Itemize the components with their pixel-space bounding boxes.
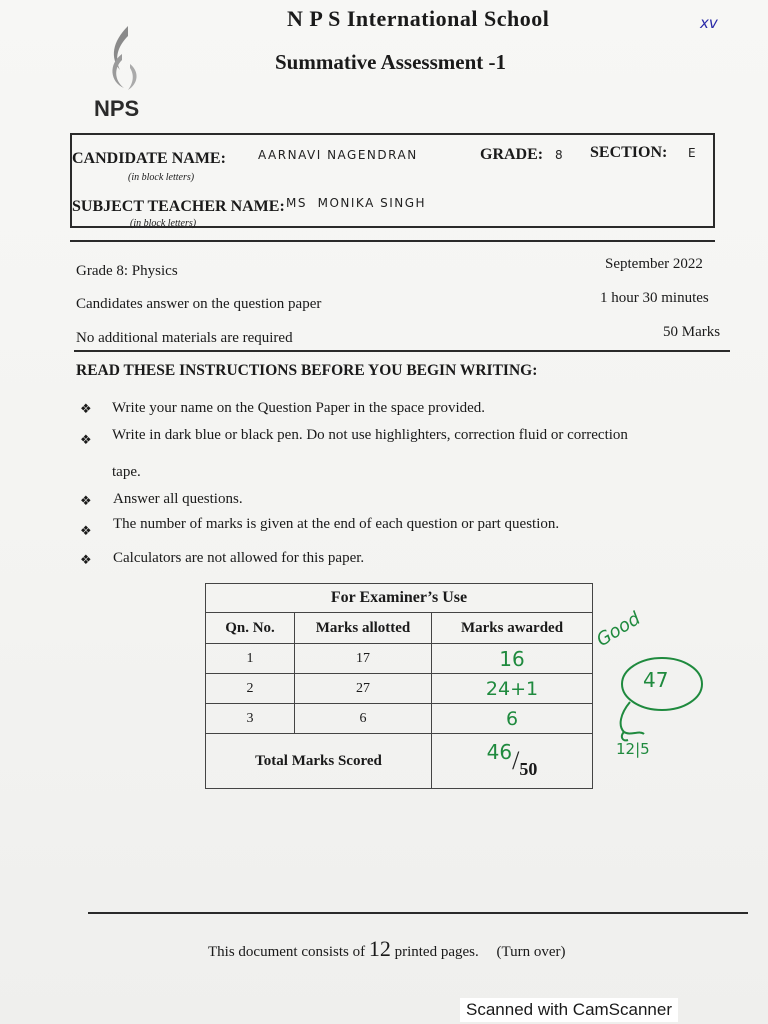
qn-cell: 2 xyxy=(206,674,295,704)
bullet-icon: ❖ xyxy=(80,494,92,509)
grade-value: 8 xyxy=(555,148,565,162)
turn-over: (Turn over) xyxy=(496,944,566,960)
signature-icon xyxy=(610,700,650,744)
total-awarded-cell: 46/50 xyxy=(432,734,593,789)
section-value: E xyxy=(688,146,698,160)
bullet-icon: ❖ xyxy=(80,553,92,568)
school-name: N P S International School xyxy=(287,6,550,31)
page-count: 12 xyxy=(368,936,391,961)
instruction-item: Calculators are not allowed for this paper. xyxy=(113,550,365,566)
candidate-name-hint: (in block letters) xyxy=(128,172,195,183)
remark-good: Good xyxy=(592,608,645,651)
grade-label: GRADE: xyxy=(480,146,544,163)
logo-text: NPS xyxy=(94,96,140,121)
total-label-cell: Total Marks Scored xyxy=(206,734,432,789)
examiner-table xyxy=(205,583,593,789)
examiner-table-title: For Examiner’s Use xyxy=(206,584,593,613)
date-note: 12|5 xyxy=(616,740,650,758)
total-marks: 50 Marks xyxy=(663,324,721,340)
assessment-title: Summative Assessment -1 xyxy=(275,50,506,74)
table-row xyxy=(206,674,593,704)
bullet-icon: ❖ xyxy=(80,433,92,448)
circled-score: 47 xyxy=(643,668,669,692)
qn-cell: 3 xyxy=(206,704,295,734)
header-qn-no: Qn. No. xyxy=(206,613,295,644)
instruction-item: The number of marks is given at the end of each question or part question. xyxy=(113,516,560,532)
candidate-name-label: CANDIDATE NAME: xyxy=(72,150,226,167)
footer-text-before: This document consists of xyxy=(208,944,366,960)
corner-mark: xv xyxy=(700,14,718,32)
divider-footer xyxy=(88,912,748,914)
awarded-cell: 16 xyxy=(432,644,593,674)
bullet-icon: ❖ xyxy=(80,402,92,417)
bullet-icon: ❖ xyxy=(80,524,92,539)
teacher-name-value: MS MONIKA SINGH xyxy=(286,196,427,210)
materials-note: No additional materials are required xyxy=(76,330,293,346)
instruction-item: Write your name on the Question Paper in the space provided. xyxy=(112,400,486,416)
table-row xyxy=(206,704,593,734)
teacher-name-hint: (in block letters) xyxy=(130,218,197,229)
footer-note xyxy=(208,936,566,962)
flame-logo-icon xyxy=(100,24,150,94)
divider-meta xyxy=(74,350,730,352)
total-out-of: 50 xyxy=(519,759,538,779)
subject: Grade 8: Physics xyxy=(76,263,178,279)
instruction-item: Write in dark blue or black pen. Do not use highlighters, correction fluid or correction xyxy=(112,427,628,443)
awarded-cell: 6 xyxy=(432,704,593,734)
answer-note: Candidates answer on the question paper xyxy=(76,296,322,312)
awarded-cell: 24+1 xyxy=(432,674,593,704)
header-marks-allotted: Marks allotted xyxy=(295,613,432,644)
header-marks-awarded: Marks awarded xyxy=(432,613,593,644)
qn-cell: 1 xyxy=(206,644,295,674)
footer-text-after: printed pages. xyxy=(394,944,479,960)
section-label: SECTION: xyxy=(590,144,668,161)
scanner-watermark: Scanned with CamScanner xyxy=(460,998,678,1022)
instruction-item: tape. xyxy=(112,464,141,480)
allotted-cell: 27 xyxy=(295,674,432,704)
exam-date: September 2022 xyxy=(605,256,703,272)
instructions-title: READ THESE INSTRUCTIONS BEFORE YOU BEGIN WRITING: xyxy=(76,362,538,379)
divider-top xyxy=(70,240,715,242)
teacher-name-label: SUBJECT TEACHER NAME: xyxy=(72,198,285,215)
allotted-cell: 17 xyxy=(295,644,432,674)
candidate-name-value: AARNAVI NAGENDRAN xyxy=(258,148,418,162)
allotted-cell: 6 xyxy=(295,704,432,734)
table-row xyxy=(206,644,593,674)
instruction-item: Answer all questions. xyxy=(113,491,243,507)
total-awarded-value: 46 xyxy=(486,740,513,764)
duration: 1 hour 30 minutes xyxy=(600,290,709,306)
